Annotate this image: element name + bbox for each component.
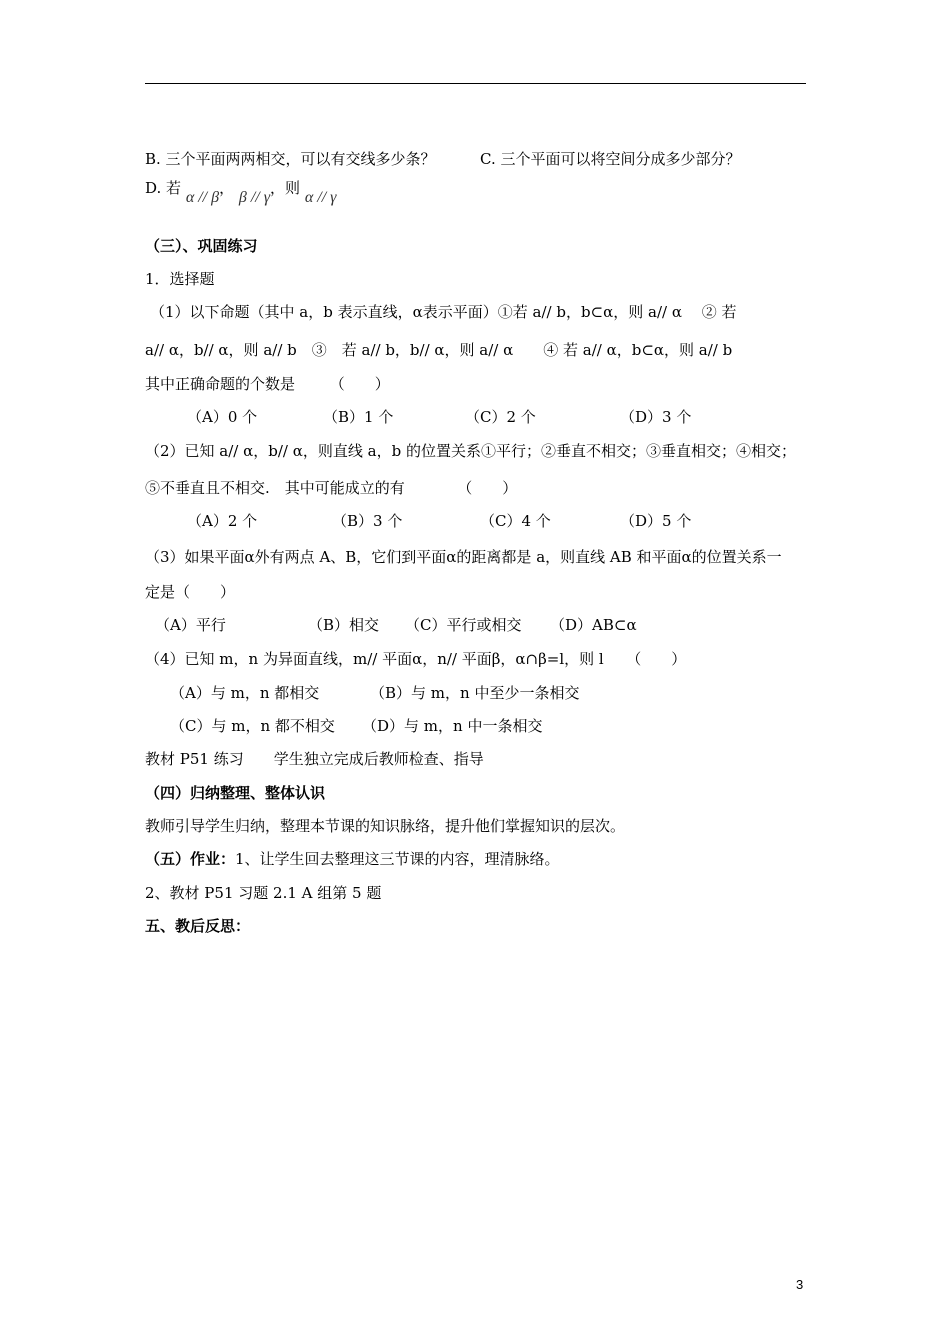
- problem-3-option-d: （D）AB⊂α: [550, 616, 637, 634]
- textbook-exercise-note: 教材 P51 练习 学生独立完成后教师检查、指导: [145, 750, 484, 768]
- formula-beta-parallel-gamma: β // γ: [238, 189, 271, 206]
- problem-2-option-c: （C）4 个: [480, 512, 551, 530]
- section-3-subheading: 1．选择题: [145, 270, 215, 288]
- problem-3-option-a: （A）平行: [155, 616, 226, 634]
- problem-3-line-2: 定是（ ）: [145, 583, 236, 601]
- problem-2-option-a: （A）2 个: [187, 512, 258, 530]
- question-d-separator: ，: [219, 179, 235, 197]
- question-d-prefix: D. 若: [145, 179, 182, 197]
- review-question-d: [145, 178, 337, 206]
- problem-1-option-d: （D）3 个: [620, 408, 692, 426]
- header-rule: [145, 83, 806, 84]
- section-5-line: [145, 849, 560, 869]
- section-3-heading: （三）、巩固练习: [145, 237, 258, 255]
- formula-alpha-parallel-beta: α // β: [185, 189, 220, 206]
- reflection-heading: 五、教后反思：: [145, 917, 251, 935]
- problem-3-line-1: （3）如果平面α外有两点 A、B，它们到平面α的距离都是 a，则直线 AB 和平面α的位置关系一: [145, 548, 782, 566]
- problem-1-question: 其中正确命题的个数是 （ ）: [145, 375, 390, 393]
- problem-3-option-c: （C）平行或相交: [405, 616, 522, 634]
- section-4-text: 教师引导学生归纳，整理本节课的知识脉络，提升他们掌握知识的层次。: [145, 817, 626, 835]
- problem-4-option-d: （D）与 m，n 中一条相交: [362, 717, 543, 735]
- problem-4-option-c: （C）与 m，n 都不相交: [170, 717, 335, 735]
- problem-2-line-2: ⑤不垂直且不相交. 其中可能成立的有 （ ）: [145, 479, 518, 497]
- problem-1-option-b: （B）1 个: [323, 408, 394, 426]
- problem-1-line-1: （1）以下命题（其中 a，b 表示直线，α表示平面）①若 a// b，b⊂α，则 a// α ② 若: [150, 303, 737, 321]
- problem-4-line-1: （4）已知 m，n 为异面直线，m// 平面α，n// 平面β，α∩β=l，则 l （ ）: [145, 650, 687, 668]
- formula-alpha-parallel-gamma: α // γ: [304, 189, 337, 206]
- problem-4-option-a: （A）与 m，n 都相交: [170, 684, 320, 702]
- section-5-heading: （五）作业：: [145, 850, 236, 868]
- review-question-c: C. 三个平面可以将空间分成多少部分？: [480, 150, 741, 168]
- problem-1-option-a: （A）0 个: [187, 408, 258, 426]
- problem-2-line-1: （2）已知 a// α，b// α，则直线 a，b 的位置关系①平行；②垂直不相交；③垂直相交；④相交；: [145, 442, 796, 460]
- section-5-text: 1、让学生回去整理这三节课的内容，理清脉络。: [235, 850, 560, 868]
- problem-3-option-b: （B）相交: [308, 616, 380, 634]
- section-4-heading: （四）归纳整理、整体认识: [145, 784, 326, 802]
- homework-item-2: 2、教材 P51 习题 2.1 A 组第 5 题: [145, 884, 382, 902]
- problem-1-option-c: （C）2 个: [465, 408, 536, 426]
- problem-4-option-b: （B）与 m，n 中至少一条相交: [370, 684, 580, 702]
- problem-1-line-2: a// α，b// α，则 a// b ③ 若 a// b，b// α，则 a// α ④ 若 a// α，b⊂α，则 a// b: [145, 341, 733, 359]
- question-d-then: ，则: [270, 179, 301, 197]
- problem-2-option-d: （D）5 个: [620, 512, 692, 530]
- review-question-b: B. 三个平面两两相交，可以有交线多少条？: [145, 150, 436, 168]
- problem-2-option-b: （B）3 个: [332, 512, 403, 530]
- page-number: 3: [796, 1277, 804, 1292]
